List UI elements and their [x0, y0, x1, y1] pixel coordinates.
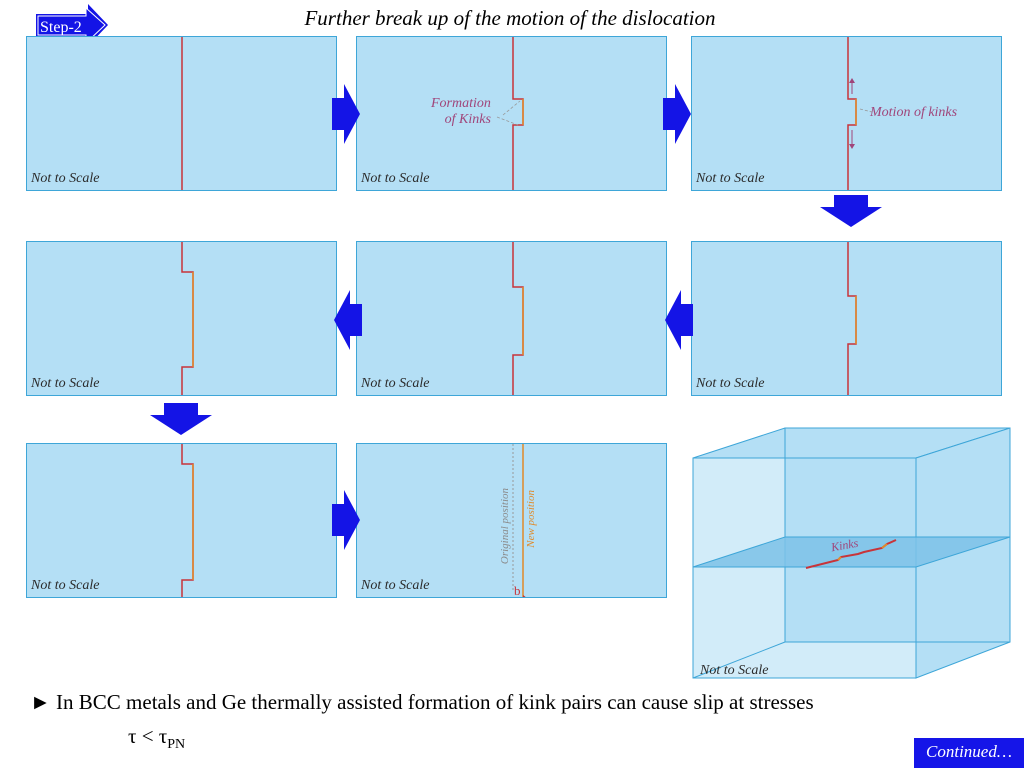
- cube-kinks-label: Kinks: [829, 535, 860, 555]
- formation-label-line2: of Kinks: [444, 112, 491, 127]
- pointer-icon: ►: [30, 690, 51, 714]
- new-position-label: New position: [525, 490, 537, 548]
- not-to-scale-label: Not to Scale: [361, 171, 430, 186]
- slide-title: Further break up of the motion of the dislocation: [304, 6, 716, 30]
- formation-label-line1: Formation: [431, 96, 491, 111]
- note-text: In BCC metals and Ge thermally assisted formation of kink pairs can cause slip at stresses: [56, 690, 814, 714]
- not-to-scale-label: Not to Scale: [31, 578, 100, 593]
- tau-subscript: PN: [167, 737, 186, 753]
- burgers-vector-label: b: [514, 583, 521, 598]
- step-label: Step-2: [40, 19, 82, 36]
- formation-of-kinks-label: [431, 96, 491, 128]
- arrow-right-icon: [332, 84, 362, 144]
- arrow-left-icon: [663, 290, 693, 350]
- continued-button[interactable]: Continued…: [914, 738, 1024, 768]
- not-to-scale-label: Not to Scale: [696, 376, 765, 391]
- original-position-label: Original position: [499, 488, 511, 565]
- panel-6: [26, 241, 337, 396]
- motion-of-kinks-label: Motion of kinks: [870, 105, 958, 120]
- arrow-left-icon: [332, 290, 362, 350]
- not-to-scale-label: Not to Scale: [31, 171, 100, 186]
- panel-5: [356, 241, 667, 396]
- bcc-note: [30, 690, 814, 715]
- not-to-scale-label: Not to Scale: [700, 663, 769, 678]
- panel-7: [26, 443, 337, 598]
- not-to-scale-label: Not to Scale: [31, 376, 100, 391]
- panel-1: [26, 36, 337, 191]
- not-to-scale-label: Not to Scale: [361, 376, 430, 391]
- arrow-right-icon: [663, 84, 693, 144]
- crystal-cube: [688, 420, 1018, 685]
- arrow-down-icon: [148, 403, 214, 437]
- panel-2: [356, 36, 667, 191]
- not-to-scale-label: Not to Scale: [696, 171, 765, 186]
- tau-text: τ < τ: [128, 724, 168, 748]
- arrow-right-icon: [332, 490, 362, 550]
- panel-4: [691, 241, 1002, 396]
- tau-condition: [128, 724, 185, 753]
- not-to-scale-label: Not to Scale: [361, 578, 430, 593]
- arrow-down-icon: [818, 195, 884, 229]
- panel-8: [356, 443, 667, 598]
